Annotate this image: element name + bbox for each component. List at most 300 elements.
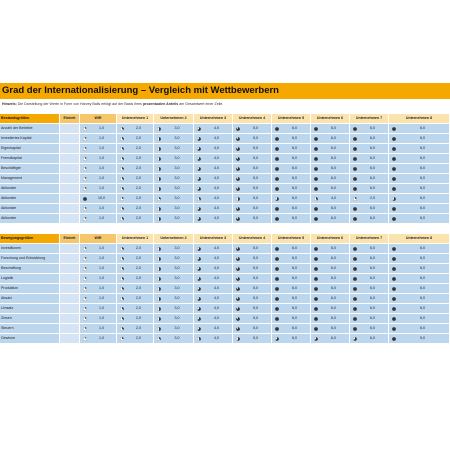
value-cell[interactable] [154,194,194,204]
value-cell[interactable] [194,184,233,194]
value-cell[interactable] [194,194,233,204]
value-cell[interactable] [350,274,389,284]
unit-cell[interactable] [60,254,80,264]
value-cell[interactable] [233,214,272,224]
column-header[interactable]: Unternehmen 8 [389,234,450,244]
cell-value: 6,0 [370,136,375,140]
comparison-table [0,234,450,344]
value-cell[interactable] [389,334,450,344]
value-cell[interactable] [117,294,154,304]
value-cell[interactable] [80,294,117,304]
cell-value: 5,0 [253,276,258,280]
value-cell[interactable] [350,134,389,144]
cell-value: 2,0 [136,186,141,190]
unit-cell[interactable] [60,264,80,274]
value-cell[interactable] [117,334,154,344]
cell-value: 6,0 [331,146,336,150]
cell-value: 2,0 [136,126,141,130]
value-cell[interactable] [80,304,117,314]
value-cell[interactable] [311,124,350,134]
value-cell[interactable] [272,294,311,304]
column-header[interactable]: Unternehmen 1 [117,234,154,244]
value-cell[interactable] [350,174,389,184]
value-cell[interactable] [389,254,450,264]
value-cell[interactable] [233,284,272,294]
value-cell[interactable] [272,184,311,194]
row-label[interactable]: Forschung und Entwicklung [0,254,60,264]
row-label[interactable]: Aktionäre [0,184,60,194]
value-cell[interactable] [80,144,117,154]
row-label[interactable]: Produktion [0,284,60,294]
cell-value: 3,0 [174,296,180,300]
value-cell[interactable] [117,254,154,264]
value-cell[interactable] [272,314,311,324]
value-cell[interactable] [311,214,350,224]
value-cell[interactable] [117,284,154,294]
unit-cell[interactable] [60,334,80,344]
value-cell[interactable] [80,154,117,164]
cell-value: 1,0 [99,306,104,310]
cell-value: 6,0 [331,136,336,140]
unit-cell[interactable] [60,194,80,204]
value-cell[interactable] [80,264,117,274]
value-cell[interactable] [154,244,194,254]
value-cell[interactable] [272,324,311,334]
value-cell[interactable] [272,264,311,274]
unit-cell[interactable] [60,184,80,194]
value-cell[interactable] [350,204,389,214]
row-label[interactable]: Steuern [0,324,60,334]
value-cell[interactable] [154,124,194,134]
cell-value: 6,0 [292,266,297,270]
value-cell[interactable] [389,314,450,324]
value-cell[interactable] [233,314,272,324]
table-row [0,334,450,344]
value-cell[interactable] [350,254,389,264]
column-header[interactable]: Unternehmen 3 [194,234,233,244]
unit-cell[interactable] [60,244,80,254]
unit-cell[interactable] [60,314,80,324]
value-cell[interactable] [194,124,233,134]
value-cell[interactable] [389,244,450,254]
cell-value: 6,0 [292,186,297,190]
cell-value: 6,0 [292,146,297,150]
value-cell[interactable] [233,304,272,314]
value-cell[interactable] [350,144,389,154]
cell-value: 3,0 [174,336,180,340]
value-cell[interactable] [117,174,154,184]
cell-value: 3,0 [174,166,180,170]
row-label[interactable]: Investitionen [0,244,60,254]
value-cell[interactable] [194,304,233,314]
value-cell[interactable] [154,134,194,144]
column-header[interactable]: Unternehmen 3 [194,114,233,124]
cell-value: 4,0 [214,186,219,190]
cell-value: 6,0 [420,296,425,300]
cell-value: 3,0 [174,126,180,130]
spreadsheet [0,83,450,344]
column-header[interactable]: Unternehmen 7 [350,234,389,244]
value-cell[interactable] [194,284,233,294]
cell-value: 6,0 [420,206,425,210]
column-header[interactable]: Unternehmen 1 [117,114,154,124]
row-label[interactable]: Umsatz [0,304,60,314]
cell-value: 2,0 [136,246,141,250]
value-cell[interactable] [389,284,450,294]
value-cell[interactable] [272,144,311,154]
cell-value: 5,0 [253,266,258,270]
value-cell[interactable] [350,194,389,204]
unit-cell[interactable] [60,144,80,154]
value-cell[interactable] [117,304,154,314]
value-cell[interactable] [154,274,194,284]
cell-value: 5,0 [253,126,258,130]
value-cell[interactable] [117,314,154,324]
value-cell[interactable] [194,264,233,274]
value-cell[interactable] [389,154,450,164]
value-cell[interactable] [80,314,117,324]
value-cell[interactable] [311,204,350,214]
value-cell[interactable] [311,324,350,334]
value-cell[interactable] [117,264,154,274]
cell-value: 6,0 [292,156,297,160]
value-cell[interactable] [194,334,233,344]
cell-value: 6,0 [331,286,336,290]
row-label[interactable]: Investiertes Kapital [0,134,60,144]
row-label[interactable]: Aktionäre [0,194,60,204]
value-cell[interactable] [311,144,350,154]
value-cell[interactable] [311,284,350,294]
value-cell[interactable] [272,174,311,184]
column-header[interactable]: Unternehmen 2 [154,114,194,124]
value-cell[interactable] [154,304,194,314]
unit-cell[interactable] [60,164,80,174]
value-cell[interactable] [80,324,117,334]
column-header[interactable]: WIR [80,234,117,244]
value-cell[interactable] [194,244,233,254]
table-row [0,164,450,174]
cell-value: 3,0 [174,146,180,150]
row-label[interactable]: Aktionäre [0,204,60,214]
value-cell[interactable] [117,204,154,214]
unit-cell[interactable] [60,124,80,134]
value-cell[interactable] [80,124,117,134]
cell-value: 6,0 [331,316,336,320]
value-cell[interactable] [80,204,117,214]
column-header[interactable]: Unternehmen 5 [272,234,311,244]
column-header[interactable]: Unternehmen 2 [154,234,194,244]
value-cell[interactable] [311,194,350,204]
value-cell[interactable] [389,264,450,274]
value-cell[interactable] [350,334,389,344]
row-label[interactable]: Absatz [0,294,60,304]
value-cell[interactable] [80,274,117,284]
value-cell[interactable] [80,334,117,344]
value-cell[interactable] [80,194,117,204]
value-cell[interactable] [272,334,311,344]
value-cell[interactable] [389,134,450,144]
value-cell[interactable] [194,314,233,324]
value-cell[interactable] [233,124,272,134]
row-label[interactable]: Anzahl der Betriebe [0,124,60,134]
value-cell[interactable] [154,154,194,164]
row-label[interactable]: Eigenkapital [0,144,60,154]
cell-value: 3,0 [174,256,180,260]
page-title: Grad der Internationalisierung – Vergleich mit Wettbewerbern [0,83,450,99]
value-cell[interactable] [311,314,350,324]
cell-value: 6,0 [292,206,297,210]
cell-value: 2,0 [136,336,141,340]
value-cell[interactable] [117,144,154,154]
value-cell[interactable] [80,284,117,294]
row-label[interactable]: Beschaffung [0,264,60,274]
value-cell[interactable] [233,164,272,174]
value-cell[interactable] [272,194,311,204]
value-cell[interactable] [194,174,233,184]
unit-cell[interactable] [60,304,80,314]
value-cell[interactable] [272,204,311,214]
row-label[interactable]: Management [0,174,60,184]
cell-value: 4,0 [214,176,219,180]
cell-value: 6,0 [420,246,425,250]
value-cell[interactable] [350,324,389,334]
value-cell[interactable] [272,274,311,284]
value-cell[interactable] [350,284,389,294]
cell-value: 1,0 [99,156,104,160]
value-cell[interactable] [117,124,154,134]
column-header[interactable]: Einheit [60,114,80,124]
value-cell[interactable] [311,134,350,144]
value-cell[interactable] [272,304,311,314]
value-cell[interactable] [350,264,389,274]
value-cell[interactable] [350,304,389,314]
value-cell[interactable] [80,184,117,194]
value-cell[interactable] [233,204,272,214]
value-cell[interactable] [154,254,194,264]
value-cell[interactable] [80,134,117,144]
value-cell[interactable] [194,204,233,214]
cell-value: 1,0 [99,176,104,180]
value-cell[interactable] [350,214,389,224]
column-header[interactable]: Unternehmen 5 [272,114,311,124]
value-cell[interactable] [194,134,233,144]
cell-value: 6,0 [370,316,375,320]
value-cell[interactable] [233,264,272,274]
value-cell[interactable] [154,214,194,224]
row-label[interactable]: Beschäftigte [0,164,60,174]
value-cell[interactable] [233,294,272,304]
unit-cell[interactable] [60,154,80,164]
value-cell[interactable] [272,244,311,254]
column-header[interactable]: Unternehmen 4 [233,234,272,244]
column-header[interactable]: Unternehmen 6 [311,234,350,244]
value-cell[interactable] [233,194,272,204]
value-cell[interactable] [272,154,311,164]
value-cell[interactable] [311,154,350,164]
value-cell[interactable] [194,254,233,264]
cell-value: 5,0 [253,326,258,330]
value-cell[interactable] [80,214,117,224]
cell-value: 3,0 [174,306,180,310]
value-cell[interactable] [117,164,154,174]
value-cell[interactable] [350,164,389,174]
value-cell[interactable] [194,144,233,154]
row-label[interactable]: Aktionäre [0,214,60,224]
value-cell[interactable] [389,164,450,174]
value-cell[interactable] [233,134,272,144]
value-cell[interactable] [311,264,350,274]
value-cell[interactable] [233,244,272,254]
value-cell[interactable] [194,164,233,174]
column-header[interactable]: Unternehmen 4 [233,114,272,124]
value-cell[interactable] [117,214,154,224]
value-cell[interactable] [154,204,194,214]
value-cell[interactable] [154,314,194,324]
section-header: Bewegungsgrößen [0,234,60,244]
value-cell[interactable] [80,244,117,254]
cell-value: 6,0 [370,146,375,150]
value-cell[interactable] [154,334,194,344]
table-row [0,194,450,204]
value-cell[interactable] [350,294,389,304]
cell-value: 6,0 [420,286,425,290]
value-cell[interactable] [389,294,450,304]
value-cell[interactable] [194,324,233,334]
cell-value: 1,0 [99,246,104,250]
row-label[interactable]: Logistik [0,274,60,284]
value-cell[interactable] [117,194,154,204]
value-cell[interactable] [272,164,311,174]
value-cell[interactable] [80,174,117,184]
value-cell[interactable] [311,294,350,304]
cell-value: 6,0 [420,196,425,200]
value-cell[interactable] [154,284,194,294]
value-cell[interactable] [233,274,272,284]
value-cell[interactable] [311,164,350,174]
value-cell[interactable] [389,184,450,194]
value-cell[interactable] [389,174,450,184]
value-cell[interactable] [389,124,450,134]
cell-value: 6,0 [331,206,336,210]
value-cell[interactable] [117,154,154,164]
value-cell[interactable] [154,144,194,154]
cell-value: 6,0 [331,256,336,260]
value-cell[interactable] [389,304,450,314]
value-cell[interactable] [350,184,389,194]
cell-value: 3,0 [174,326,180,330]
row-label[interactable]: Gewinne [0,334,60,344]
value-cell[interactable] [311,184,350,194]
column-header[interactable]: Unternehmen 6 [311,114,350,124]
value-cell[interactable] [154,294,194,304]
value-cell[interactable] [272,134,311,144]
value-cell[interactable] [350,244,389,254]
cell-value: 5,0 [253,216,258,220]
value-cell[interactable] [117,324,154,334]
value-cell[interactable] [154,184,194,194]
unit-cell[interactable] [60,294,80,304]
value-cell[interactable] [233,254,272,264]
cell-value: 6,0 [420,256,425,260]
unit-cell[interactable] [60,204,80,214]
column-header[interactable]: Einheit [60,234,80,244]
value-cell[interactable] [272,214,311,224]
value-cell[interactable] [233,334,272,344]
value-cell[interactable] [154,174,194,184]
cell-value: 1,0 [99,296,104,300]
unit-cell[interactable] [60,214,80,224]
value-cell[interactable] [233,174,272,184]
value-cell[interactable] [117,134,154,144]
value-cell[interactable] [389,324,450,334]
value-cell[interactable] [117,274,154,284]
value-cell[interactable] [154,324,194,334]
cell-value: 2,0 [136,216,141,220]
value-cell[interactable] [389,194,450,204]
value-cell[interactable] [350,124,389,134]
value-cell[interactable] [389,214,450,224]
value-cell[interactable] [311,304,350,314]
value-cell[interactable] [233,144,272,154]
value-cell[interactable] [194,274,233,284]
value-cell[interactable] [272,124,311,134]
column-header[interactable]: WIR [80,114,117,124]
value-cell[interactable] [389,204,450,214]
column-header[interactable]: Unternehmen 7 [350,114,389,124]
cell-value: 3,0 [174,316,180,320]
value-cell[interactable] [117,184,154,194]
value-cell[interactable] [117,244,154,254]
value-cell[interactable] [194,154,233,164]
unit-cell[interactable] [60,174,80,184]
cell-value: 4,0 [214,206,219,210]
cell-value: 6,0 [292,316,297,320]
cell-value: 6,0 [370,266,375,270]
cell-value: 2,0 [136,146,141,150]
value-cell[interactable] [311,334,350,344]
value-cell[interactable] [311,254,350,264]
value-cell[interactable] [272,284,311,294]
value-cell[interactable] [154,164,194,174]
value-cell[interactable] [80,164,117,174]
cell-value: 1,0 [99,326,104,330]
table-row [0,324,450,334]
value-cell[interactable] [233,324,272,334]
value-cell[interactable] [350,154,389,164]
value-cell[interactable] [272,254,311,264]
value-cell[interactable] [311,174,350,184]
unit-cell[interactable] [60,274,80,284]
unit-cell[interactable] [60,284,80,294]
unit-cell[interactable] [60,134,80,144]
value-cell[interactable] [350,314,389,324]
row-label[interactable]: Zinsen [0,314,60,324]
value-cell[interactable] [389,274,450,284]
column-header[interactable]: Unternehmen 8 [389,114,450,124]
value-cell[interactable] [311,274,350,284]
value-cell[interactable] [80,254,117,264]
value-cell[interactable] [233,184,272,194]
value-cell[interactable] [389,144,450,154]
row-label[interactable]: Fremdkapital [0,154,60,164]
value-cell[interactable] [311,244,350,254]
value-cell[interactable] [154,264,194,274]
unit-cell[interactable] [60,324,80,334]
value-cell[interactable] [194,294,233,304]
value-cell[interactable] [233,154,272,164]
cell-value: 6,0 [292,246,297,250]
value-cell[interactable] [194,214,233,224]
